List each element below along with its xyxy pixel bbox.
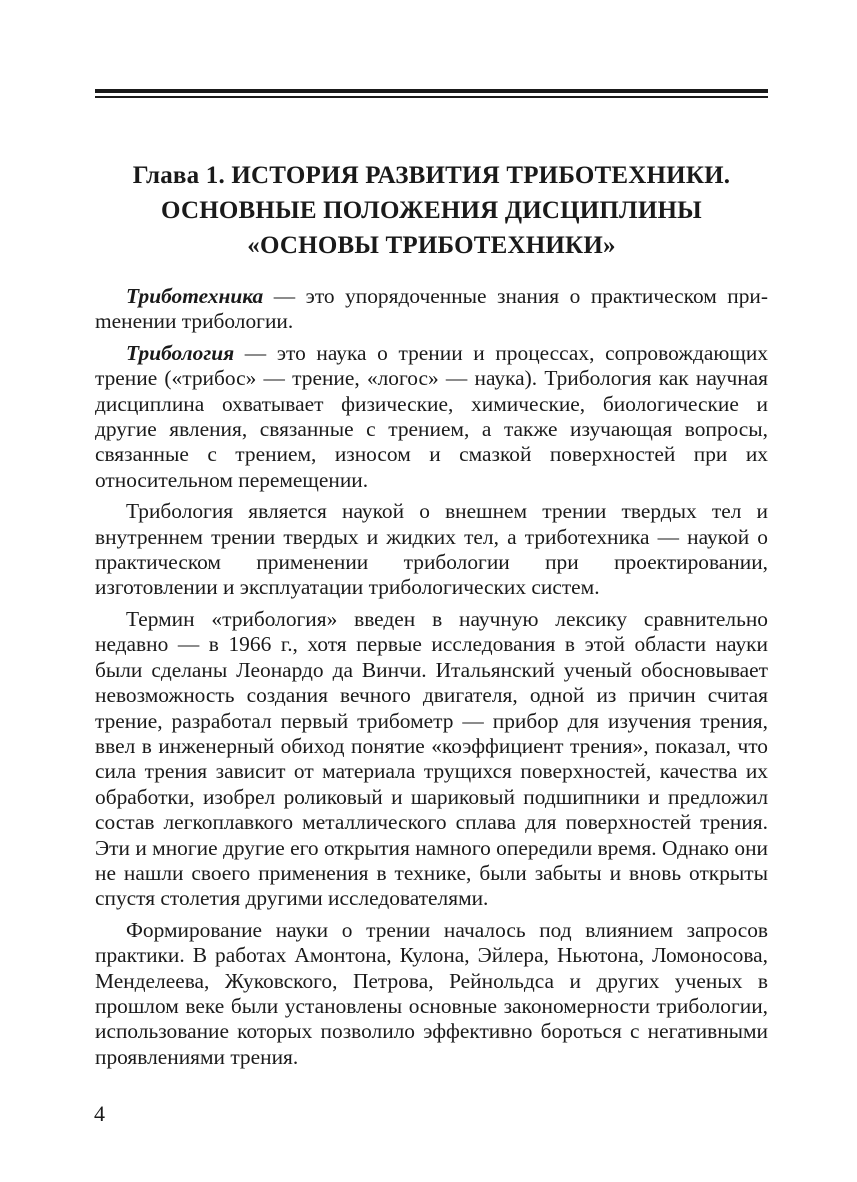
paragraph-tribotechnics-definition: [95, 284, 768, 335]
header-rule-thin: [95, 96, 768, 98]
chapter-title-line: Глава 1. ИСТОРИЯ РАЗВИТИЯ ТРИБОТЕХНИКИ.: [132, 162, 731, 189]
header-rule-thick: [95, 89, 768, 93]
body-text: [95, 284, 768, 1070]
chapter-title-line: «ОСНОВЫ ТРИБОТЕХНИКИ»: [247, 232, 616, 259]
paragraph-text: — это упорядоченные знания о практическом приmенении трибологии.: [95, 284, 768, 334]
chapter-title-line: ОСНОВНЫЕ ПОЛОЖЕНИЯ ДИСЦИПЛИНЫ: [161, 197, 702, 224]
paragraph-tribology-history: [95, 607, 768, 912]
paragraph-text: Термин «трибология» введен в научную лексику сравнительно недавно — в 1966 г., хотя первые исследования в этой области науки были сделаны Леонардо да Винчи. Итальянский ученый обосновывает невозможность создания вечного двигателя, одной из причин считая трение, разработал первый трибометр — прибор для изучения трения, ввел в инженерный обиход понятие «коэффициент трения», показал, что сила трения зависит от материала трущихся поверхностей, качества их обработки, изобрел роликовый и шариковый подшипники и предложил состав легкоплавкого металлического сплава для поверхностей трения. Эти и многие другие его открытия намного опередили время. Однако они не нашли своего применения в технике, были забыты и вновь открыты спустя столетия другими исследователями.: [95, 606, 768, 911]
term-tribology: Трибология: [126, 340, 235, 365]
chapter-title: [95, 158, 768, 263]
term-tribotechnics: Триботехника: [126, 284, 264, 308]
paragraph-text: Трибология является наукой о внешнем трении твердых тел и внутреннем трении твердых и жидких тел, а триботехника — наукой о практическом применении трибологии при проектировании, изготовлении и эксплуатации трибологических систем.: [95, 499, 768, 600]
paragraph-text: — это наука о трении и процессах, сопровождающих трение («трибос» — трение, «логос» — наука). Трибология как научная дисциплина охватывает физические, химические, биологические и другие явления, связанные с трением, а также изучающая вопросы, связанные с трением, износом и смазкой поверхностей при их относительном перемещении.: [95, 340, 768, 492]
paragraph-science-formation: [95, 918, 768, 1070]
paragraph-tribology-definition: [95, 341, 768, 493]
paragraph-tribology-scope: [95, 499, 768, 601]
page-number: 4: [94, 1101, 105, 1126]
paragraph-text: Формирование науки о трении началось под влиянием запросов практики. В работах Амонтона, Кулона, Эйлера, Ньютона, Ломоносова, Менделеева, Жуковского, Петрова, Рейнольдса и других ученых в прошлом веке были установлены основные закономерности трибологии, использование которых позволило эффективно бороться с негативными проявлениями трения.: [95, 917, 768, 1069]
